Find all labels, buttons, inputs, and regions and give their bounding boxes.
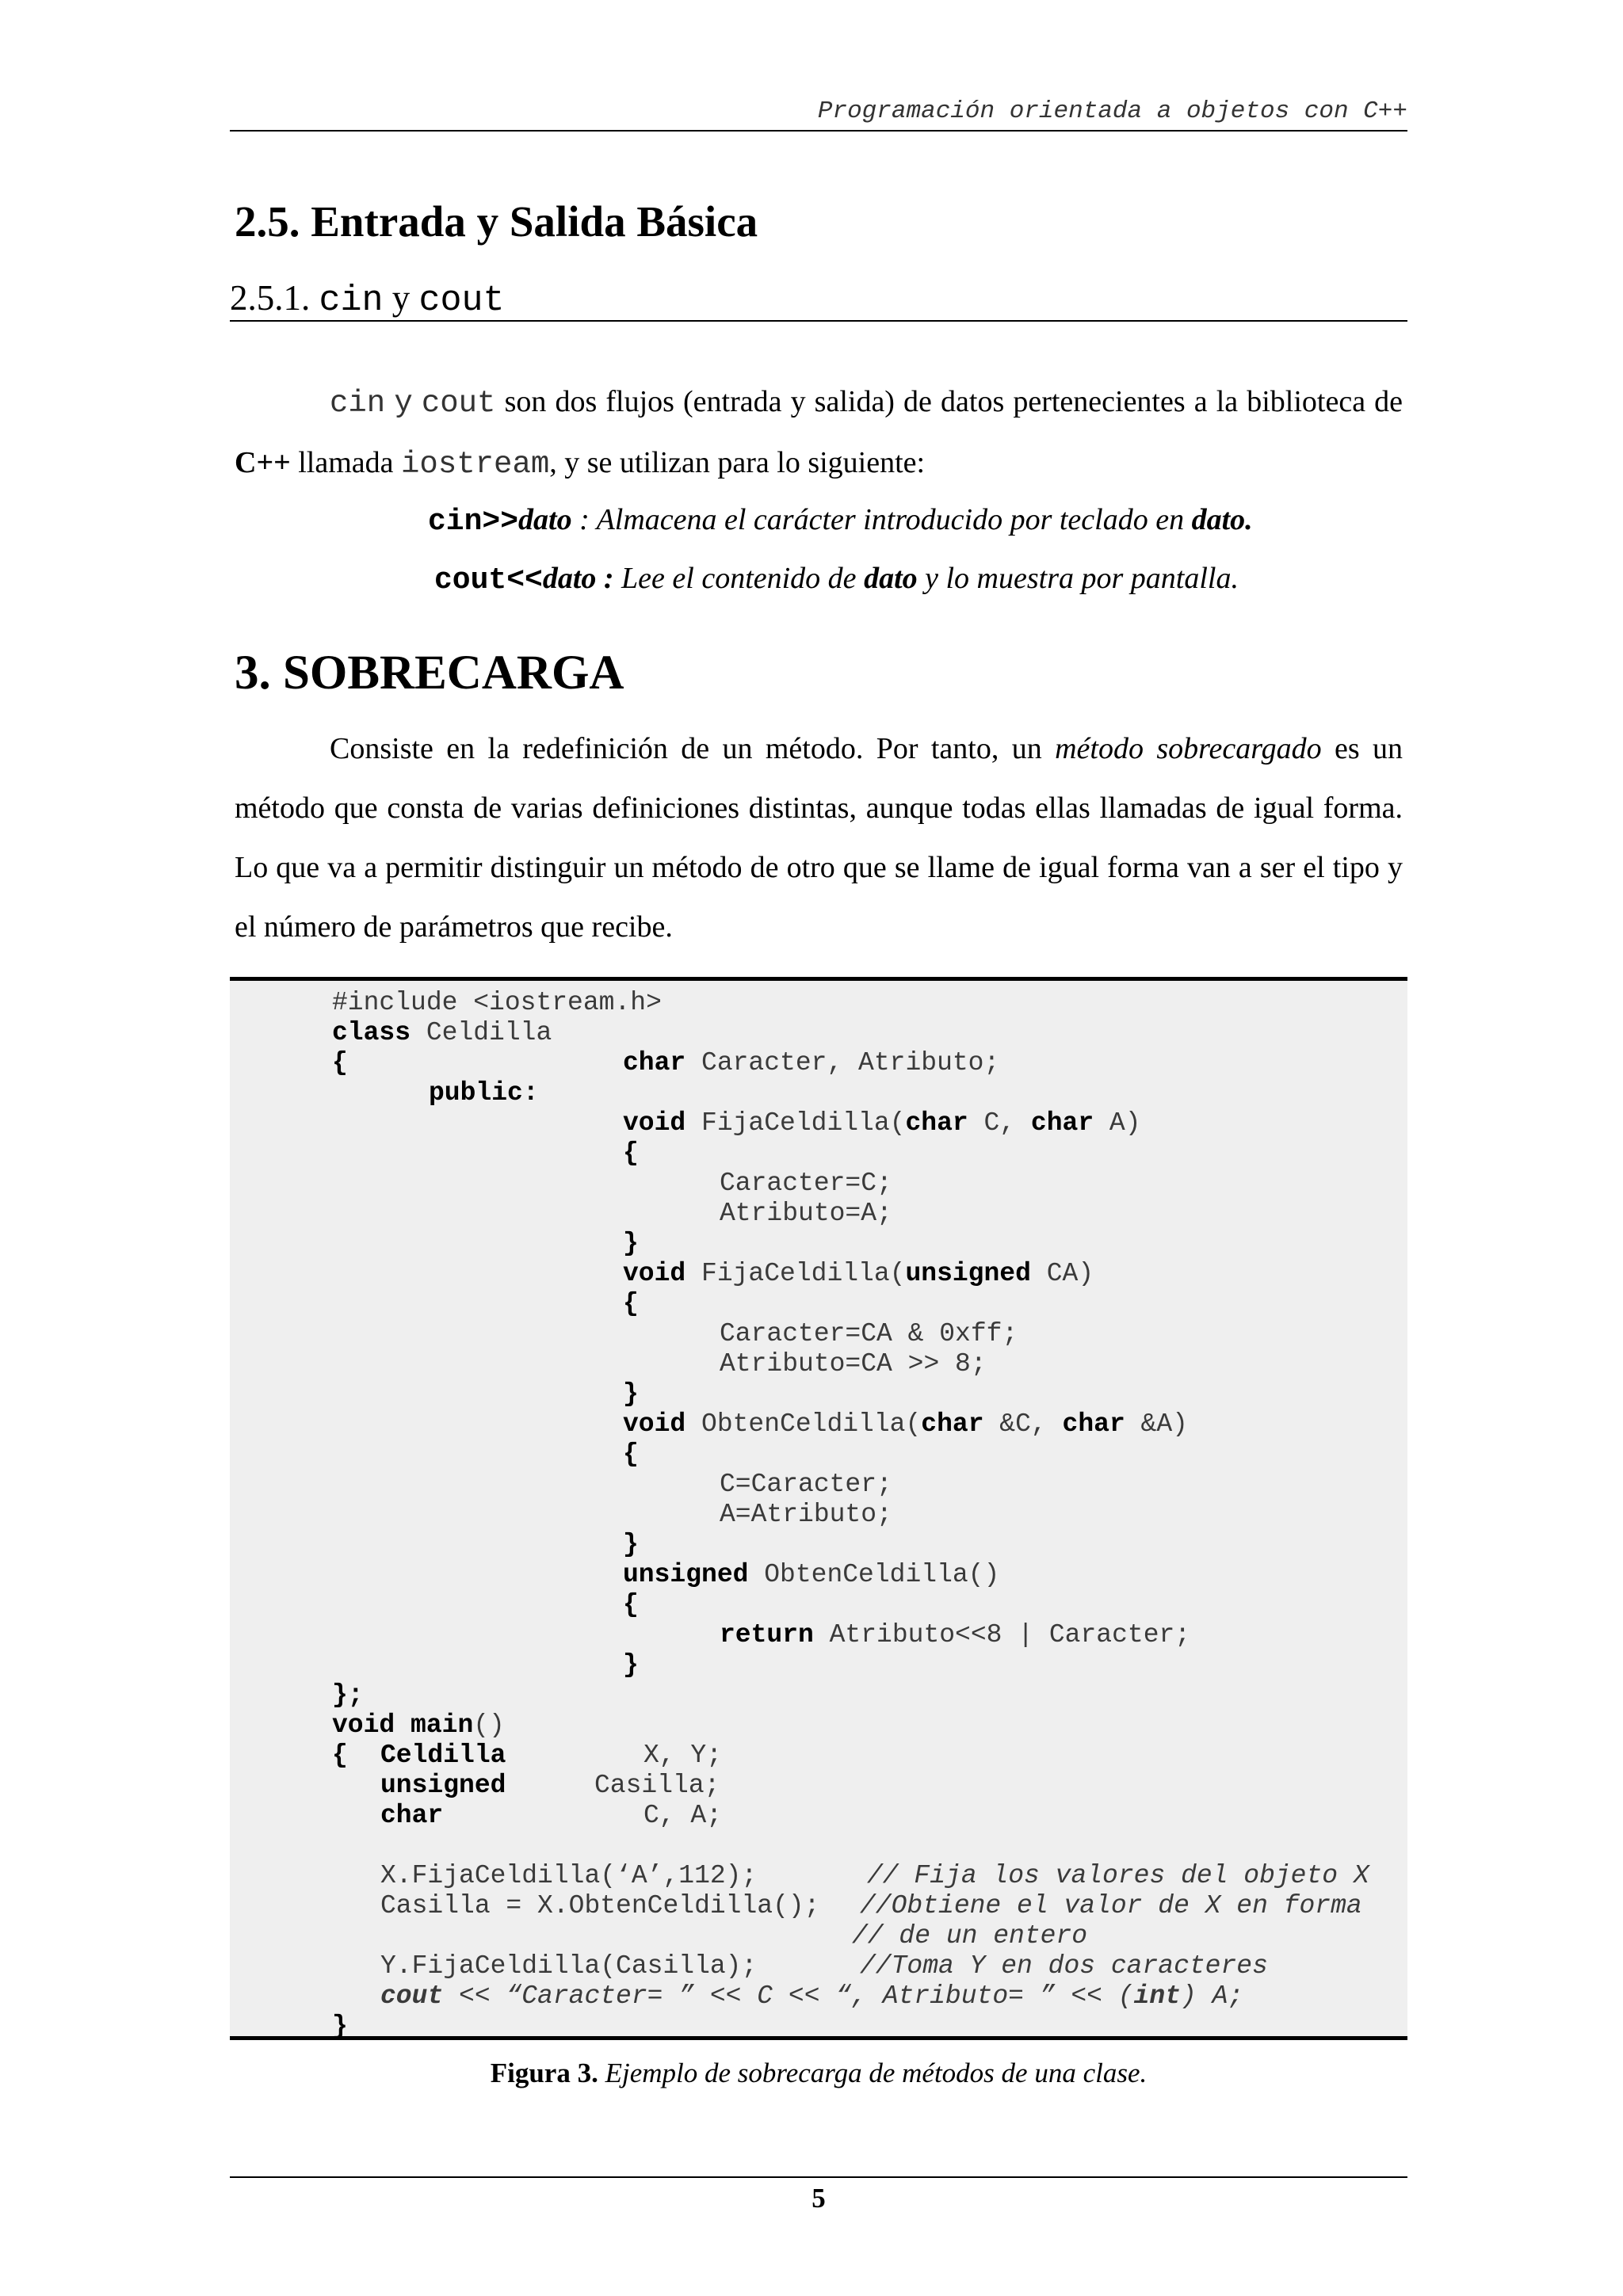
definition-cout-desc-a: Lee el contenido de xyxy=(621,562,857,595)
code-listing xyxy=(230,977,1407,2040)
code-statement: Y.FijaCeldilla(Casilla); xyxy=(380,1951,758,1981)
code-brace: } xyxy=(623,1229,639,1258)
code-line xyxy=(720,1500,892,1530)
chapter-text-1: Consiste en la redefinición de un método. Por tanto, un xyxy=(330,732,1042,765)
code-line xyxy=(380,1861,757,1891)
code-line xyxy=(380,1741,506,1771)
code-brace: { xyxy=(623,1138,639,1168)
code-brace: { xyxy=(332,1741,348,1770)
chapter-emphasis: método sobrecargado xyxy=(1055,732,1322,765)
figure-caption-text: Ejemplo de sobrecarga de métodos de una clase. xyxy=(605,2058,1148,2088)
code-fn-name: FijaCeldilla( xyxy=(685,1259,906,1288)
intro-text-1: son dos flujos (entrada y salida) de datos pertenecientes a la biblioteca de xyxy=(504,385,1403,418)
code-line xyxy=(332,1018,552,1048)
code-keyword: char xyxy=(905,1108,968,1138)
footer-rule xyxy=(230,2176,1407,2178)
code-statement: Atributo=CA >> 8; xyxy=(720,1349,987,1379)
code-line xyxy=(623,1259,1094,1289)
code-line xyxy=(332,1741,348,1771)
code-include: #include <iostream.h> xyxy=(332,988,662,1017)
intro-paragraph xyxy=(235,372,1403,494)
code-param: &C, xyxy=(983,1409,1063,1439)
code-line xyxy=(623,1289,639,1319)
page-number: 5 xyxy=(812,2183,826,2214)
code-brace: { xyxy=(623,1440,639,1469)
subsection-number: 2.5.1. xyxy=(230,278,311,318)
code-line xyxy=(380,1801,443,1831)
subsection-connector: y xyxy=(391,278,411,318)
code-line xyxy=(380,1771,506,1801)
code-line xyxy=(429,1078,539,1108)
code-keyword: void xyxy=(332,1711,395,1740)
code-line xyxy=(594,1771,720,1801)
definition-cin-desc: Almacena el carácter introducido por teclado en xyxy=(596,503,1185,536)
code-line xyxy=(623,1440,639,1470)
code-line xyxy=(623,1409,1188,1440)
definition-cout-term: dato xyxy=(542,562,597,595)
definition-cout xyxy=(434,555,1239,605)
code-members: Caracter, Atributo; xyxy=(685,1048,1000,1077)
intro-connector: y xyxy=(394,386,413,421)
code-keyword: char xyxy=(380,1801,444,1830)
code-statement: Caracter=C; xyxy=(720,1169,892,1198)
intro-code-cout: cout xyxy=(421,386,496,421)
code-keyword: main xyxy=(411,1711,474,1740)
definition-cin-target: dato. xyxy=(1191,503,1253,536)
code-vars: X, Y; xyxy=(643,1741,723,1770)
code-statement: << “Caracter= ” << C << “, Atributo= ” << ( xyxy=(443,1981,1134,2011)
code-line xyxy=(332,1711,505,1741)
intro-text-3: , y se utilizan para lo siguiente: xyxy=(549,446,926,479)
code-vars: Casilla; xyxy=(594,1771,720,1800)
code-comment: //Obtiene el valor de X en forma xyxy=(860,1891,1362,1920)
code-keyword: class xyxy=(332,1018,411,1047)
definition-cout-target: dato xyxy=(864,562,918,595)
code-line xyxy=(332,1048,348,1078)
code-brace: { xyxy=(623,1590,639,1619)
code-line xyxy=(623,1138,639,1169)
code-keyword: cout xyxy=(380,1981,444,2011)
code-keyword: unsigned xyxy=(380,1771,506,1800)
definition-cin-op: cin>> xyxy=(428,505,519,539)
code-keyword: Celdilla xyxy=(380,1741,506,1770)
code-line xyxy=(720,1620,1190,1650)
code-line xyxy=(623,1530,639,1560)
chapter-text-2: es un método que consta de varias definiciones distintas, aunque todas ellas llamadas de igual forma. Lo que va a permitir distinguir un método de otro que se llame de igual forma van a ser el tipo y el número de parámetros que recibe. xyxy=(235,732,1403,944)
code-line xyxy=(720,1349,987,1379)
code-line xyxy=(623,1048,999,1078)
code-line xyxy=(623,1650,639,1680)
code-line xyxy=(623,1108,1141,1138)
code-keyword: void xyxy=(623,1409,686,1439)
code-line xyxy=(720,1199,892,1229)
code-statement: Caracter=CA & 0xff; xyxy=(720,1319,1018,1348)
intro-text-2: llamada xyxy=(298,446,394,479)
code-vars: C, A; xyxy=(643,1801,723,1830)
code-fn-name: ObtenCeldilla( xyxy=(685,1409,922,1439)
code-fn-name: FijaCeldilla( xyxy=(685,1108,906,1138)
subsection-code-cin: cin xyxy=(319,280,384,321)
figure-label: Figura 3. xyxy=(490,2058,598,2088)
code-line xyxy=(332,1680,364,1711)
intro-code-cin: cin xyxy=(330,386,386,421)
chapter-paragraph xyxy=(235,719,1403,957)
code-brace: } xyxy=(332,2012,348,2041)
code-keyword: void xyxy=(623,1259,686,1288)
chapter-heading: 3. SOBRECARGA xyxy=(235,646,624,700)
definition-cout-op: cout<< xyxy=(434,563,543,597)
code-keyword: unsigned xyxy=(905,1259,1031,1288)
definition-cin-sep: : xyxy=(571,503,597,536)
code-line xyxy=(332,2012,348,2042)
subsection-code-cout: cout xyxy=(418,280,505,321)
code-class-name: Celdilla xyxy=(411,1018,552,1047)
code-line xyxy=(380,1951,757,1981)
code-line xyxy=(643,1741,722,1771)
subsection-heading xyxy=(230,266,1407,322)
code-param: C, xyxy=(968,1108,1031,1138)
code-statement: Casilla = X.ObtenCeldilla(); xyxy=(380,1891,820,1920)
code-line xyxy=(623,1229,639,1259)
code-statement: A=Atributo; xyxy=(720,1500,892,1529)
code-param: CA) xyxy=(1030,1259,1094,1288)
code-line xyxy=(852,1921,1087,1951)
definition-cin-term: dato xyxy=(518,503,572,536)
code-keyword: char xyxy=(1062,1409,1125,1439)
code-statement: C=Caracter; xyxy=(720,1470,892,1499)
code-brace: } xyxy=(623,1650,639,1680)
code-line xyxy=(623,1590,639,1620)
code-fn-name: ObtenCeldilla() xyxy=(748,1560,1000,1589)
code-brace: { xyxy=(332,1048,348,1077)
code-comment: //Toma Y en dos caracteres xyxy=(860,1951,1268,1981)
definition-cin xyxy=(428,496,1253,546)
code-line xyxy=(860,1951,1268,1981)
code-brace: }; xyxy=(332,1680,364,1710)
code-keyword: void xyxy=(623,1108,686,1138)
definition-cout-desc-b: y lo muestra por pantalla. xyxy=(925,562,1239,595)
code-param: A) xyxy=(1094,1108,1141,1138)
code-line xyxy=(380,1891,820,1921)
code-line xyxy=(860,1891,1362,1921)
code-keyword: public: xyxy=(429,1078,539,1108)
code-line xyxy=(643,1801,722,1831)
code-statement: Atributo=A; xyxy=(720,1199,892,1228)
code-line xyxy=(623,1560,999,1590)
code-line xyxy=(867,1861,1369,1891)
running-header: Programación orientada a objetos con C++ xyxy=(230,93,1407,132)
code-line xyxy=(720,1169,892,1199)
code-line xyxy=(720,1470,892,1500)
code-brace: { xyxy=(623,1289,639,1318)
code-parens: () xyxy=(473,1711,505,1740)
code-statement: Atributo<<8 | Caracter; xyxy=(813,1620,1191,1650)
code-keyword: char xyxy=(921,1409,984,1439)
intro-lib: iostream xyxy=(401,447,550,482)
code-keyword: char xyxy=(1030,1108,1094,1138)
code-comment: // Fija los valores del objeto X xyxy=(867,1861,1369,1890)
code-statement: ) A; xyxy=(1180,1981,1244,2011)
code-keyword: unsigned xyxy=(623,1560,749,1589)
definition-cout-sep: : xyxy=(596,562,622,595)
section-heading: 2.5. Entrada y Salida Básica xyxy=(235,197,758,246)
code-line xyxy=(380,1981,1243,2012)
code-keyword: char xyxy=(623,1048,686,1077)
figure-caption xyxy=(230,2054,1407,2093)
code-comment: // de un entero xyxy=(852,1921,1088,1951)
code-keyword: int xyxy=(1133,1981,1181,2011)
code-keyword: return xyxy=(720,1620,814,1650)
code-param: &A) xyxy=(1125,1409,1188,1439)
code-line xyxy=(720,1319,1018,1349)
intro-cpp: C++ xyxy=(235,446,291,479)
code-line xyxy=(332,988,662,1018)
code-brace: } xyxy=(623,1530,639,1559)
code-line xyxy=(623,1379,639,1409)
code-statement: X.FijaCeldilla(‘A’,112); xyxy=(380,1861,758,1890)
code-brace: } xyxy=(623,1379,639,1409)
